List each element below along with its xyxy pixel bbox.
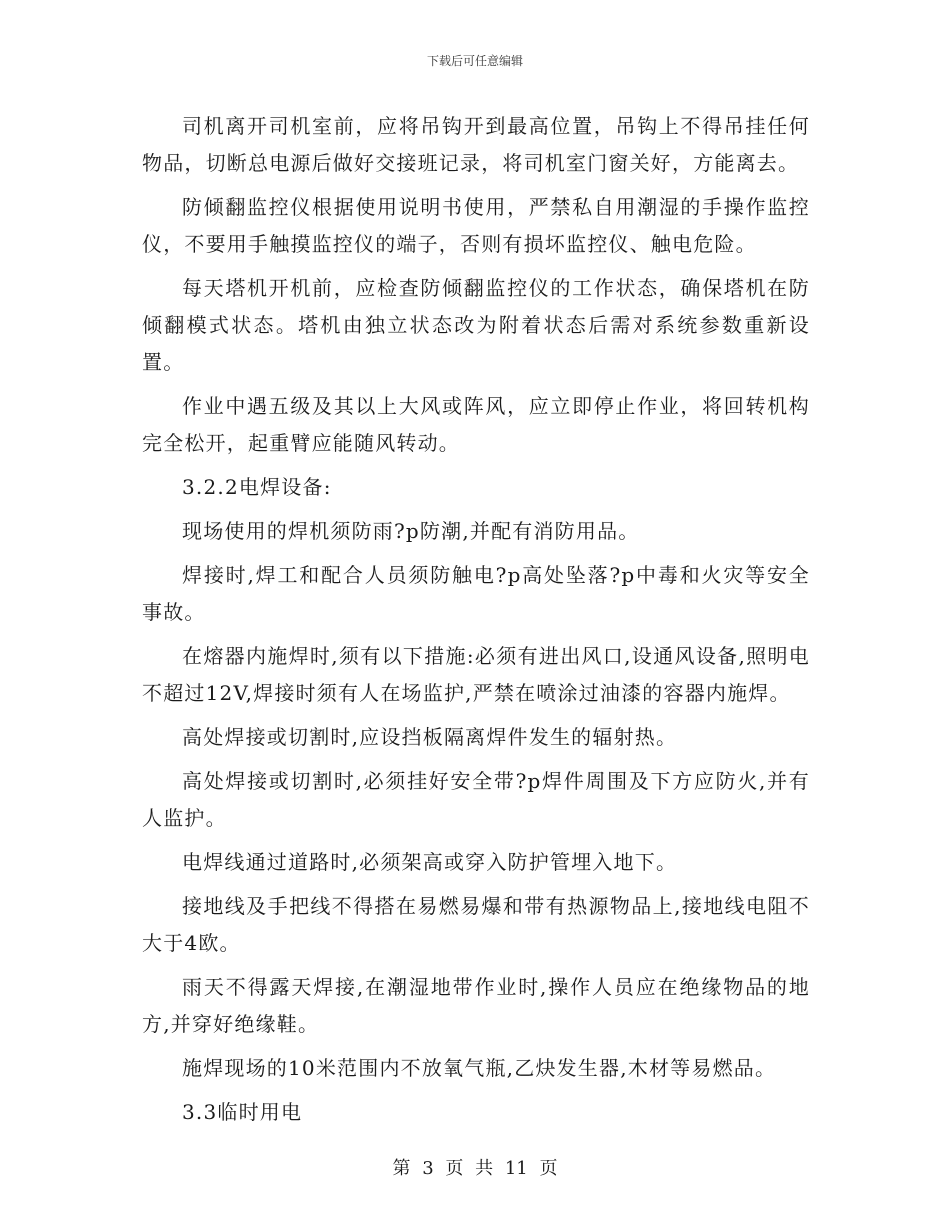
section-heading-temporary-power: 3.3临时用电 — [182, 1100, 303, 1124]
paragraph-container-welding: 在熔器内施焊时,须有以下措施:必须有进出风口,设通风设备,照明电不超过12V,焊接时须有人在场监护,严禁在喷涂过油漆的容器内施焊。 — [142, 644, 810, 705]
page-header: 下载后可任意编辑 — [426, 54, 523, 68]
paragraph-high-welding-belt: 高处焊接或切割时,必须挂好安全带?p焊件周围及下方应防火,并有人监护。 — [142, 769, 810, 830]
paragraph-fire-distance: 施焊现场的10米范围内不放氧气瓶,乙炔发生器,木材等易燃品。 — [182, 1056, 777, 1080]
paragraph-monitor-usage: 防倾翻监控仪根据使用说明书使用，严禁私自用潮湿的手操作监控仪，不要用手触摸监控仪的端子，否则有损坏监控仪、触电危险。 — [142, 195, 810, 256]
paragraph-cable-road: 电焊线通过道路时,必须架高或穿入防护管埋入地下。 — [182, 850, 678, 874]
document-body — [142, 108, 810, 1138]
paragraph-welder-rain-protection: 现场使用的焊机须防雨?p防潮,并配有消防用品。 — [182, 519, 640, 543]
paragraph-ground-wire: 接地线及手把线不得搭在易燃易爆和带有热源物品上,接地线电阻不大于4欧。 — [142, 894, 810, 955]
section-heading-welding-equipment: 3.2.2电焊设备: — [182, 475, 332, 499]
paragraph-daily-check: 每天塔机开机前，应检查防倾翻监控仪的工作状态，确保塔机在防倾翻模式状态。塔机由独立状态改为附着状态后需对系统参数重新设置。 — [142, 276, 810, 374]
paragraph-welding-safety: 焊接时,焊工和配合人员须防触电?p高处坠落?p中毒和火灾等安全事故。 — [142, 563, 810, 624]
paragraph-rain-welding: 雨天不得露天焊接,在潮湿地带作业时,操作人员应在绝缘物品的地方,并穿好绝缘鞋。 — [142, 975, 810, 1036]
page-number: 第 3 页 共 11 页 — [392, 1158, 558, 1179]
paragraph-wind-stop: 作业中遇五级及其以上大风或阵风，应立即停止作业，将回转机构完全松开，起重臂应能随风转动。 — [142, 394, 810, 455]
paragraph-high-welding-shield: 高处焊接或切割时,应设挡板隔离焊件发生的辐射热。 — [182, 725, 678, 749]
paragraph-crane-operator-leaving: 司机离开司机室前，应将吊钩开到最高位置，吊钩上不得吊挂任何物品，切断总电源后做好交接班记录，将司机室门窗关好，方能离去。 — [142, 114, 810, 175]
